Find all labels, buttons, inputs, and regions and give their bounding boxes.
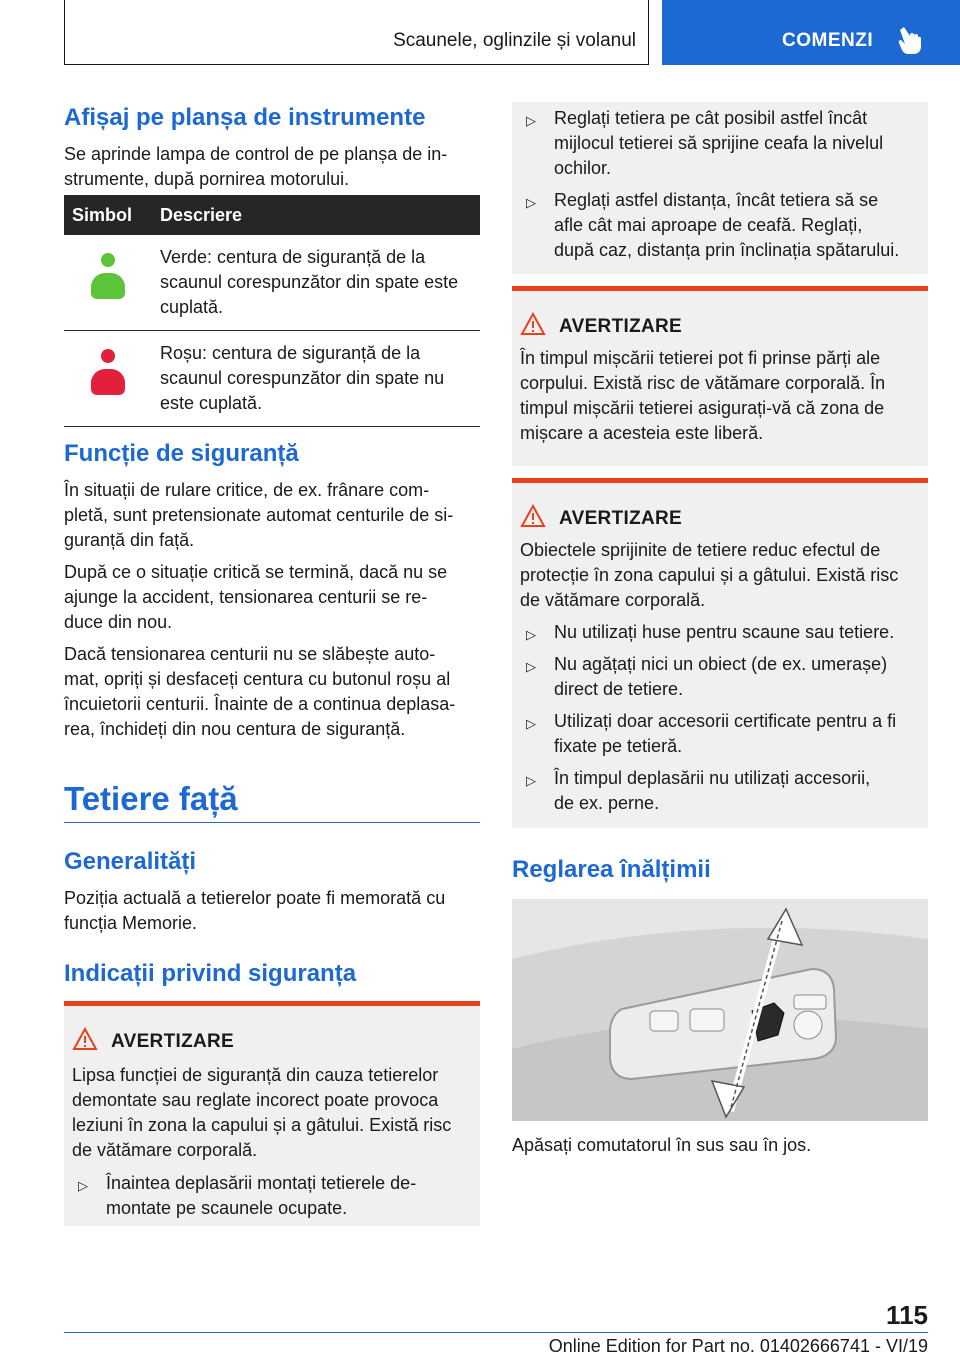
text-line: Reglați tetiera pe cât posibil astfel încât: [554, 108, 868, 128]
warning-box-1: [64, 1001, 480, 1226]
text-line: După ce o situație critică se termină, dacă nu se: [64, 562, 448, 582]
text-line: Poziția actuală a tetierelor poate fi memorată cu: [64, 888, 446, 908]
text-line: Nu agățați nici un obiect (de ex. umerașe): [554, 654, 888, 674]
safety-paragraph-1: [64, 478, 453, 553]
safety-paragraph-3: [64, 642, 455, 742]
warning-triangle-icon: [520, 312, 546, 336]
warning-text: [520, 538, 898, 613]
seatbelt-green-icon: [91, 253, 125, 299]
warning-triangle-icon: [72, 1027, 98, 1051]
warning-bar: [512, 478, 928, 483]
text-line: de vătămare corporală.: [520, 590, 706, 610]
text-line: după caz, distanța prin înclinația spătarului.: [554, 240, 900, 260]
text-line: timpul mișcării tetierei asigurați-vă că zona de: [520, 398, 885, 418]
table-cell-line: scaunul corespunzător din spate este: [160, 272, 459, 292]
header-section-title: Scaunele, oglinzile și volanul: [393, 30, 636, 51]
text-line: de vătămare corporală.: [72, 1140, 258, 1160]
safety-paragraph-2: [64, 560, 447, 635]
image-caption: Apăsați comutatorul în sus sau în jos.: [512, 1135, 812, 1155]
display-text-line: Se aprinde lampa de control de pe planșa de in-: [64, 144, 448, 164]
section-title-display: Afișaj pe planșa de instrumente: [64, 104, 426, 131]
table-cell-line: Verde: centura de siguranță de la: [160, 247, 426, 267]
display-text-line: strumente, după pornirea motorului.: [64, 169, 350, 189]
chapter-rule: [64, 822, 480, 823]
warning-bar: [64, 1001, 480, 1006]
footer-rule: [64, 1332, 928, 1333]
warning-title: AVERTIZARE: [559, 316, 682, 337]
bullet-triangle-icon: ▷: [526, 659, 536, 674]
text-line: de ex. perne.: [554, 793, 660, 813]
text-line: protecție în zona capului și a gâtului. Există risc: [520, 565, 899, 585]
text-line: rea, închideți din nou centura de siguranță.: [64, 719, 406, 739]
pointing-hand-icon: [896, 26, 922, 56]
text-line: Reglați astfel distanța, încât tetiera să se: [554, 190, 879, 210]
header-line-divider: [648, 0, 649, 65]
page-number: 115: [886, 1300, 928, 1330]
header-line-left: [64, 0, 65, 64]
text-line: ajunge la accident, tensionarea centurii se re-: [64, 587, 428, 607]
text-line: Dacă tensionarea centurii nu se slăbește auto-: [64, 644, 436, 664]
warning-bar: [512, 286, 928, 291]
header-line-bottom: [64, 64, 648, 65]
text-line: În timpul mișcării tetierei pot fi prinse părți ale: [520, 348, 881, 368]
section-title-general: Generalități: [64, 848, 197, 875]
text-line: corpului. Există risc de vătămare corporală. În: [520, 373, 886, 393]
bullet-triangle-icon: ▷: [526, 773, 536, 788]
bullet-triangle-icon: ▷: [526, 195, 536, 210]
text-line: demontate sau reglate incorect poate provoca: [72, 1090, 439, 1110]
table-cell-line: cuplată.: [160, 297, 224, 317]
text-line: Lipsa funcției de siguranță din cauza tetierelor: [72, 1065, 439, 1085]
bullet-triangle-icon: ▷: [526, 627, 536, 642]
text-line: mat, opriți și desfaceți centura cu butonul roșu al: [64, 669, 451, 689]
table-row: [64, 331, 480, 427]
text-line: guranță din față.: [64, 530, 195, 550]
warning-text: [520, 346, 885, 446]
chapter-title-headrests: Tetiere față: [64, 780, 238, 817]
text-line: direct de tetiere.: [554, 679, 684, 699]
seat-switch-image: [512, 899, 928, 1121]
text-line: Nu utilizați huse pentru scaune sau tetiere.: [554, 622, 895, 642]
text-line: pletă, sunt pretensionate automat centurile de si-: [64, 505, 454, 525]
warning-title: AVERTIZARE: [559, 508, 682, 529]
table-row: [64, 235, 480, 331]
header-tab-label: COMENZI: [782, 30, 874, 51]
seat-adjust-switch-illustration: [512, 899, 928, 1121]
text-line: Utilizați doar accesorii certificate pentru a fi: [554, 711, 897, 731]
text-line: funcția Memorie.: [64, 913, 198, 933]
section-title-height: Reglarea înălțimii: [512, 856, 711, 883]
section-title-safety-function: Funcție de siguranță: [64, 440, 299, 467]
text-line: ochilor.: [554, 158, 612, 178]
text-line: încuietorii centurii. Înainte de a continua deplasa-: [64, 694, 456, 714]
warning-box-3: [512, 478, 928, 828]
instructions-box: [512, 102, 928, 274]
text-line: afle cât mai aproape de ceafă. Reglați,: [554, 215, 863, 235]
text-line: mișcare a acesteia este liberă.: [520, 423, 764, 443]
text-line: fixate pe tetieră.: [554, 736, 683, 756]
bullet-triangle-icon: ▷: [78, 1178, 88, 1193]
text-line: leziuni în zona la capului și a gâtului. Există risc: [72, 1115, 452, 1135]
display-text: [64, 142, 447, 192]
table-cell-line: Roșu: centura de siguranță de la: [160, 343, 421, 363]
general-text: [64, 886, 445, 936]
header-tab[interactable]: [662, 0, 960, 65]
text-line: duce din nou.: [64, 612, 173, 632]
text-line: Înaintea deplasării montați tetierele de-: [106, 1173, 417, 1193]
warning-box-2: [512, 286, 928, 466]
text-line: Obiectele sprijinite de tetiere reduc efectul de: [520, 540, 881, 560]
warning-title: AVERTIZARE: [111, 1031, 234, 1052]
text-line: În timpul deplasării nu utilizați accesorii,: [554, 768, 871, 788]
symbol-table: [64, 195, 480, 427]
section-title-safety-indications: Indicații privind siguranța: [64, 960, 357, 987]
warning-triangle-icon: [520, 504, 546, 528]
text-line: În situații de rulare critice, de ex. frânare com-: [64, 480, 430, 500]
table-header-description: Descriere: [152, 195, 480, 235]
table-cell-line: este cuplată.: [160, 393, 263, 413]
bullet-triangle-icon: ▷: [526, 716, 536, 731]
table-cell-line: scaunul corespunzător din spate nu: [160, 368, 445, 388]
seatbelt-red-icon: [91, 349, 125, 395]
footer-edition: Online Edition for Part no. 01402666741 - VI/19: [548, 1336, 928, 1356]
text-line: mijlocul tetierei să sprijine ceafa la nivelul: [554, 133, 884, 153]
bullet-triangle-icon: ▷: [526, 113, 536, 128]
text-line: montate pe scaunele ocupate.: [106, 1198, 348, 1218]
table-header-symbol: Simbol: [64, 195, 152, 235]
warning-text: [72, 1063, 451, 1163]
